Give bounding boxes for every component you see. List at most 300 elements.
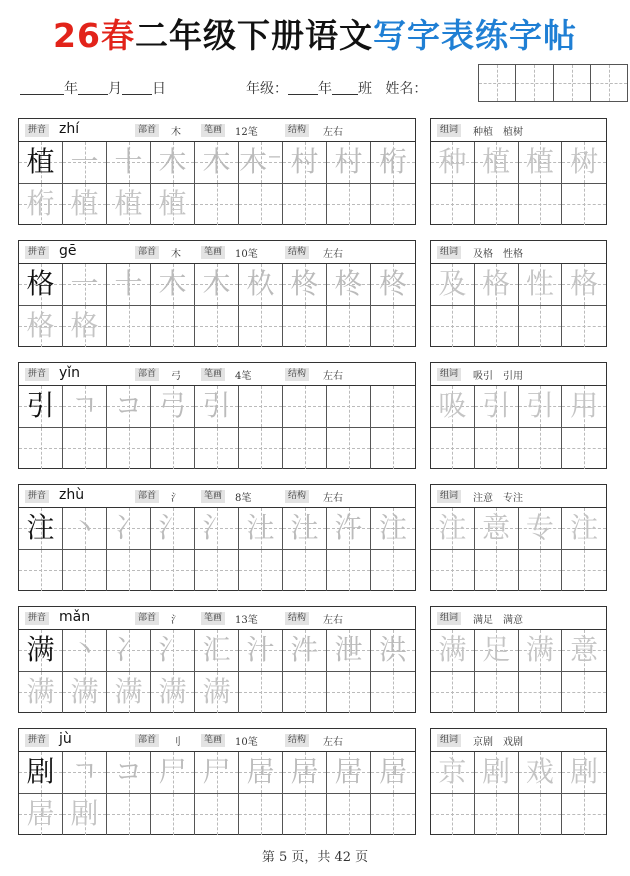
word-blank-cell[interactable] — [431, 672, 475, 714]
tracing-cell[interactable] — [283, 794, 327, 836]
tracing-cell[interactable] — [195, 672, 239, 714]
practice-char: 丶 — [70, 633, 99, 667]
char-practice-block — [18, 728, 416, 835]
pinyin-label: 拼音 — [25, 124, 49, 137]
practice-char: 引 — [202, 389, 231, 423]
name-cell[interactable] — [591, 65, 627, 101]
stroke-order-cell[interactable] — [371, 508, 415, 549]
practice-char: 吸 — [438, 389, 467, 423]
stroke-order-cell[interactable] — [327, 386, 371, 427]
tracing-cell[interactable] — [63, 306, 107, 348]
practice-char: 植 — [525, 145, 554, 179]
practice-char: 尸 — [202, 755, 231, 789]
tracing-cell[interactable] — [195, 428, 239, 470]
stroke-order-cell[interactable] — [283, 508, 327, 549]
name-cell[interactable] — [479, 65, 516, 101]
tracing-cell[interactable] — [151, 550, 195, 592]
practice-char: 一 — [70, 145, 99, 179]
stroke-order-cell[interactable] — [151, 508, 195, 549]
model-char-cell[interactable] — [19, 264, 63, 305]
practice-char: 村 — [290, 145, 319, 179]
word-blank-cell[interactable] — [562, 672, 606, 714]
stroke-order-cell[interactable] — [327, 630, 371, 671]
word-header — [431, 363, 606, 386]
practice-char: 冫 — [114, 511, 143, 545]
practice-char: 木 — [202, 267, 231, 301]
stroke-order-cell[interactable] — [327, 508, 371, 549]
word-header — [431, 729, 606, 752]
title-main: 二年级下册语文 — [134, 16, 373, 55]
stroke-order-cell[interactable] — [283, 386, 327, 427]
words-value: 京剧 戏剧 — [473, 737, 523, 748]
stroke-order-cell[interactable] — [371, 630, 415, 671]
tracing-cell[interactable] — [283, 550, 327, 592]
practice-char: 汼 — [290, 633, 319, 667]
tracing-cell[interactable] — [19, 306, 63, 348]
words-label: 组词 — [437, 124, 461, 137]
char-practice-block — [18, 362, 416, 469]
practice-char: 木 — [158, 145, 187, 179]
tracing-cell[interactable] — [151, 184, 195, 226]
strokes-label: 笔画 — [201, 734, 225, 747]
tracing-cell[interactable] — [107, 672, 151, 714]
word-trace-cell[interactable] — [519, 508, 563, 549]
tracing-cell[interactable] — [327, 306, 371, 348]
word-blank-cell[interactable] — [475, 428, 519, 470]
practice-char: 注 — [570, 511, 599, 545]
word-blank-cell[interactable] — [475, 550, 519, 592]
practice-char: 氵 — [202, 511, 231, 545]
practice-char: 居 — [378, 755, 407, 789]
practice-char: 植 — [482, 145, 511, 179]
practice-char: 引 — [482, 389, 511, 423]
practice-char: 剧 — [26, 755, 55, 789]
strokes-label: 笔画 — [201, 368, 225, 381]
tracing-cell[interactable] — [371, 794, 415, 836]
word-trace-cell[interactable] — [475, 386, 519, 427]
stroke-order-cell[interactable] — [107, 508, 151, 549]
stroke-order-cell[interactable] — [327, 752, 371, 793]
stroke-order-cell[interactable] — [239, 508, 283, 549]
stroke-order-cell[interactable] — [107, 752, 151, 793]
tracing-cell[interactable] — [107, 550, 151, 592]
stroke-order-cell[interactable] — [151, 386, 195, 427]
word-header — [431, 607, 606, 630]
stroke-order-cell[interactable] — [195, 508, 239, 549]
stroke-order-cell[interactable] — [151, 630, 195, 671]
stroke-order-cell[interactable] — [239, 630, 283, 671]
structure-label: 结构 — [285, 734, 309, 747]
practice-char: 剧 — [482, 755, 511, 789]
tracing-cell[interactable] — [63, 184, 107, 226]
word-trace-cell[interactable] — [519, 264, 563, 305]
strokes-value: 8笔 — [235, 493, 252, 504]
grade-fields — [246, 78, 427, 98]
stroke-order-cell[interactable] — [371, 264, 415, 305]
word-trace-cell[interactable] — [475, 508, 519, 549]
char-practice-block — [18, 606, 416, 713]
practice-char: 居 — [290, 755, 319, 789]
tracing-cell[interactable] — [195, 550, 239, 592]
strokes-value: 13笔 — [235, 615, 258, 626]
practice-char: 格 — [570, 267, 599, 301]
word-blank-cell[interactable] — [562, 550, 606, 592]
word-trace-cell[interactable] — [431, 752, 475, 793]
radical-label: 部首 — [135, 246, 159, 259]
word-blank-cell[interactable] — [519, 550, 563, 592]
stroke-order-cell[interactable] — [239, 386, 283, 427]
tracing-cell[interactable] — [371, 306, 415, 348]
practice-char: 注 — [438, 511, 467, 545]
tracing-cell[interactable] — [63, 794, 107, 836]
tracing-cell[interactable] — [283, 428, 327, 470]
practice-char: 汇 — [202, 633, 231, 667]
strokes-value: 12笔 — [235, 127, 258, 138]
word-practice-block — [430, 606, 607, 713]
tracing-cell[interactable] — [239, 672, 283, 714]
practice-char: 居 — [334, 755, 363, 789]
word-practice-block — [430, 118, 607, 225]
stroke-order-cell[interactable] — [283, 752, 327, 793]
grade-year-label: 年 — [318, 81, 332, 97]
tracing-cell[interactable] — [19, 550, 63, 592]
tracing-cell[interactable] — [239, 550, 283, 592]
tracing-cell[interactable] — [283, 184, 327, 226]
tracing-cell[interactable] — [239, 794, 283, 836]
tracing-cell[interactable] — [371, 672, 415, 714]
practice-char: 满 — [114, 675, 143, 709]
word-blank-cell[interactable] — [431, 550, 475, 592]
structure-value: 左右 — [323, 615, 343, 626]
stroke-order-cell[interactable] — [195, 142, 239, 183]
model-char-cell[interactable] — [19, 386, 63, 427]
radical-value: 氵 — [171, 615, 181, 626]
tracing-cell[interactable] — [283, 306, 327, 348]
practice-char: 氵 — [158, 511, 187, 545]
stroke-order-cell[interactable] — [371, 386, 415, 427]
tracing-cell[interactable] — [283, 672, 327, 714]
structure-label: 结构 — [285, 124, 309, 137]
word-blank-cell[interactable] — [519, 184, 563, 226]
tracing-cell[interactable] — [107, 184, 151, 226]
pinyin-value: zhí — [59, 121, 80, 137]
stroke-order-cell[interactable] — [63, 142, 107, 183]
words-label: 组词 — [437, 612, 461, 625]
word-blank-cell[interactable] — [562, 306, 606, 348]
pinyin-label: 拼音 — [25, 490, 49, 503]
tracing-cell[interactable] — [195, 306, 239, 348]
words-label: 组词 — [437, 490, 461, 503]
word-header — [431, 485, 606, 508]
structure-label: 结构 — [285, 490, 309, 503]
practice-char: 洪 — [378, 633, 407, 667]
stroke-order-cell[interactable] — [283, 264, 327, 305]
strokes-label: 笔画 — [201, 490, 225, 503]
pinyin-label: 拼音 — [25, 734, 49, 747]
practice-char: 汻 — [334, 511, 363, 545]
practice-char: 村 — [334, 145, 363, 179]
practice-char: 木⁻ — [239, 145, 282, 179]
model-char-cell[interactable] — [19, 752, 63, 793]
day-blank[interactable] — [122, 81, 152, 95]
tracing-cell[interactable] — [327, 550, 371, 592]
word-blank-cell[interactable] — [431, 306, 475, 348]
stroke-order-cell[interactable] — [63, 386, 107, 427]
tracing-cell[interactable] — [63, 550, 107, 592]
stroke-order-cell[interactable] — [195, 752, 239, 793]
practice-char: 意 — [570, 633, 599, 667]
stroke-order-cell[interactable] — [151, 142, 195, 183]
tracing-cell[interactable] — [327, 794, 371, 836]
radical-label: 部首 — [135, 612, 159, 625]
practice-char: 柊 — [334, 267, 363, 301]
tracing-cell[interactable] — [19, 428, 63, 470]
stroke-order-cell[interactable] — [107, 386, 151, 427]
practice-char: 树 — [570, 145, 599, 179]
tracing-cell[interactable] — [195, 794, 239, 836]
tracing-cell[interactable] — [371, 184, 415, 226]
word-trace-cell[interactable] — [431, 508, 475, 549]
radical-label: 部首 — [135, 490, 159, 503]
practice-char: 一 — [70, 267, 99, 301]
word-trace-cell[interactable] — [562, 142, 606, 183]
stroke-order-cell[interactable] — [151, 752, 195, 793]
radical-label: 部首 — [135, 734, 159, 747]
word-blank-cell[interactable] — [431, 184, 475, 226]
practice-char: コ — [114, 389, 143, 423]
practice-char: 满 — [70, 675, 99, 709]
structure-value: 左右 — [323, 737, 343, 748]
practice-char: 专 — [525, 511, 554, 545]
structure-label: 结构 — [285, 246, 309, 259]
word-blank-cell[interactable] — [519, 428, 563, 470]
practice-char: 意 — [482, 511, 511, 545]
words-label: 组词 — [437, 246, 461, 259]
stroke-order-cell[interactable] — [371, 752, 415, 793]
word-trace-cell[interactable] — [475, 142, 519, 183]
pinyin-value: zhù — [59, 487, 85, 503]
words-label: 组词 — [437, 734, 461, 747]
tracing-cell[interactable] — [239, 306, 283, 348]
stroke-order-cell[interactable] — [327, 264, 371, 305]
stroke-order-cell[interactable] — [107, 142, 151, 183]
practice-char: 满 — [158, 675, 187, 709]
name-cell[interactable] — [554, 65, 591, 101]
year-blank[interactable] — [20, 81, 64, 95]
practice-char: ㄱ — [70, 389, 99, 423]
pinyin-label: 拼音 — [25, 368, 49, 381]
word-trace-cell[interactable] — [431, 630, 475, 671]
stroke-order-cell[interactable] — [107, 264, 151, 305]
words-value: 满足 满意 — [473, 615, 523, 626]
stroke-order-cell[interactable] — [195, 264, 239, 305]
title-suffix: 写字表练字帖 — [372, 16, 577, 55]
word-trace-cell[interactable] — [519, 142, 563, 183]
word-trace-cell[interactable] — [475, 264, 519, 305]
structure-label: 结构 — [285, 368, 309, 381]
word-trace-cell[interactable] — [431, 264, 475, 305]
model-char-cell[interactable] — [19, 630, 63, 671]
word-trace-cell[interactable] — [562, 264, 606, 305]
practice-char: 冫 — [114, 633, 143, 667]
word-trace-cell[interactable] — [562, 386, 606, 427]
strokes-value: 10笔 — [235, 737, 258, 748]
word-blank-cell[interactable] — [562, 184, 606, 226]
word-blank-cell[interactable] — [475, 184, 519, 226]
practice-char: 十 — [114, 145, 143, 179]
word-blank-cell[interactable] — [519, 306, 563, 348]
practice-char: 氵 — [158, 633, 187, 667]
tracing-cell[interactable] — [107, 794, 151, 836]
stroke-order-cell[interactable] — [283, 142, 327, 183]
word-practice-block — [430, 362, 607, 469]
word-trace-cell[interactable] — [519, 630, 563, 671]
practice-char: 汁 — [246, 633, 275, 667]
word-blank-cell[interactable] — [562, 794, 606, 836]
word-trace-cell[interactable] — [475, 630, 519, 671]
stroke-order-cell[interactable] — [195, 630, 239, 671]
stroke-order-cell[interactable] — [151, 264, 195, 305]
stroke-order-cell[interactable] — [63, 752, 107, 793]
practice-char: 格 — [70, 309, 99, 343]
pinyin-value: jù — [59, 731, 72, 747]
tracing-cell[interactable] — [19, 794, 63, 836]
practice-char: コ — [114, 755, 143, 789]
stroke-order-cell[interactable] — [63, 630, 107, 671]
tracing-cell[interactable] — [239, 184, 283, 226]
word-trace-cell[interactable] — [475, 752, 519, 793]
tracing-cell[interactable] — [371, 550, 415, 592]
structure-value: 左右 — [323, 127, 343, 138]
word-practice-block — [430, 728, 607, 835]
word-trace-cell[interactable] — [431, 386, 475, 427]
char-practice-block — [18, 118, 416, 225]
radical-value: 氵 — [171, 493, 181, 504]
word-trace-cell[interactable] — [431, 142, 475, 183]
practice-char: 尸 — [158, 755, 187, 789]
class-label: 班 — [358, 81, 372, 97]
char-info-header — [19, 729, 415, 752]
word-blank-cell[interactable] — [431, 428, 475, 470]
grade-blank[interactable] — [288, 81, 318, 95]
tracing-cell[interactable] — [19, 184, 63, 226]
structure-value: 左右 — [323, 371, 343, 382]
practice-char: 剧 — [70, 797, 99, 831]
tracing-cell[interactable] — [371, 428, 415, 470]
word-blank-cell[interactable] — [475, 306, 519, 348]
word-blank-cell[interactable] — [475, 794, 519, 836]
practice-char: 杦 — [246, 267, 275, 301]
practice-char: 足 — [482, 633, 511, 667]
page-title — [0, 10, 630, 57]
word-header — [431, 119, 606, 142]
stroke-order-cell[interactable] — [239, 142, 283, 183]
stroke-order-cell[interactable] — [283, 630, 327, 671]
class-blank[interactable] — [332, 81, 358, 95]
stroke-order-cell[interactable] — [371, 142, 415, 183]
tracing-cell[interactable] — [63, 672, 107, 714]
practice-char: 用 — [570, 389, 599, 423]
practice-char: 植 — [26, 145, 55, 179]
tracing-cell[interactable] — [63, 428, 107, 470]
tracing-cell[interactable] — [107, 306, 151, 348]
tracing-cell[interactable] — [19, 672, 63, 714]
tracing-cell[interactable] — [151, 794, 195, 836]
year-label: 年 — [64, 81, 78, 97]
stroke-order-cell[interactable] — [107, 630, 151, 671]
name-box[interactable] — [478, 64, 628, 102]
name-cell[interactable] — [516, 65, 553, 101]
word-blank-cell[interactable] — [475, 672, 519, 714]
stroke-order-cell[interactable] — [63, 508, 107, 549]
practice-char: 桁 — [26, 187, 55, 221]
practice-char: ㄱ — [70, 755, 99, 789]
practice-char: 引 — [26, 389, 55, 423]
char-info-header — [19, 119, 415, 142]
practice-char: 木 — [158, 267, 187, 301]
tracing-cell[interactable] — [327, 184, 371, 226]
strokes-value: 4笔 — [235, 371, 252, 382]
month-label: 月 — [108, 81, 122, 97]
stroke-order-cell[interactable] — [239, 264, 283, 305]
word-trace-cell[interactable] — [519, 752, 563, 793]
word-trace-cell[interactable] — [562, 508, 606, 549]
title-prefix: 26春 — [53, 16, 135, 55]
stroke-order-cell[interactable] — [327, 142, 371, 183]
word-trace-cell[interactable] — [562, 752, 606, 793]
char-practice-block — [18, 240, 416, 347]
practice-char: 植 — [158, 187, 187, 221]
tracing-cell[interactable] — [151, 672, 195, 714]
word-trace-cell[interactable] — [562, 630, 606, 671]
practice-char: 满 — [26, 675, 55, 709]
practice-char: 木 — [202, 145, 231, 179]
practice-char: 植 — [114, 187, 143, 221]
tracing-cell[interactable] — [151, 306, 195, 348]
word-blank-cell[interactable] — [519, 794, 563, 836]
date-fields — [20, 78, 166, 98]
practice-char: 丶 — [70, 511, 99, 545]
model-char-cell[interactable] — [19, 508, 63, 549]
strokes-value: 10笔 — [235, 249, 258, 260]
tracing-cell[interactable] — [107, 428, 151, 470]
grade-label: 年级： — [246, 81, 288, 97]
month-blank[interactable] — [78, 81, 108, 95]
word-blank-cell[interactable] — [519, 672, 563, 714]
practice-char: 注 — [378, 511, 407, 545]
tracing-cell[interactable] — [327, 672, 371, 714]
model-char-cell[interactable] — [19, 142, 63, 183]
practice-char: 性 — [525, 267, 554, 301]
practice-char: 满 — [438, 633, 467, 667]
stroke-order-cell[interactable] — [195, 386, 239, 427]
practice-char: 京 — [438, 755, 467, 789]
tracing-cell[interactable] — [239, 428, 283, 470]
stroke-order-cell[interactable] — [239, 752, 283, 793]
words-label: 组词 — [437, 368, 461, 381]
tracing-cell[interactable] — [151, 428, 195, 470]
tracing-cell[interactable] — [195, 184, 239, 226]
practice-char: 格 — [26, 267, 55, 301]
pinyin-value: gē — [59, 243, 77, 259]
word-trace-cell[interactable] — [519, 386, 563, 427]
char-info-header — [19, 607, 415, 630]
words-value: 种植 植树 — [473, 127, 523, 138]
stroke-order-cell[interactable] — [63, 264, 107, 305]
tracing-cell[interactable] — [327, 428, 371, 470]
word-blank-cell[interactable] — [562, 428, 606, 470]
word-blank-cell[interactable] — [431, 794, 475, 836]
